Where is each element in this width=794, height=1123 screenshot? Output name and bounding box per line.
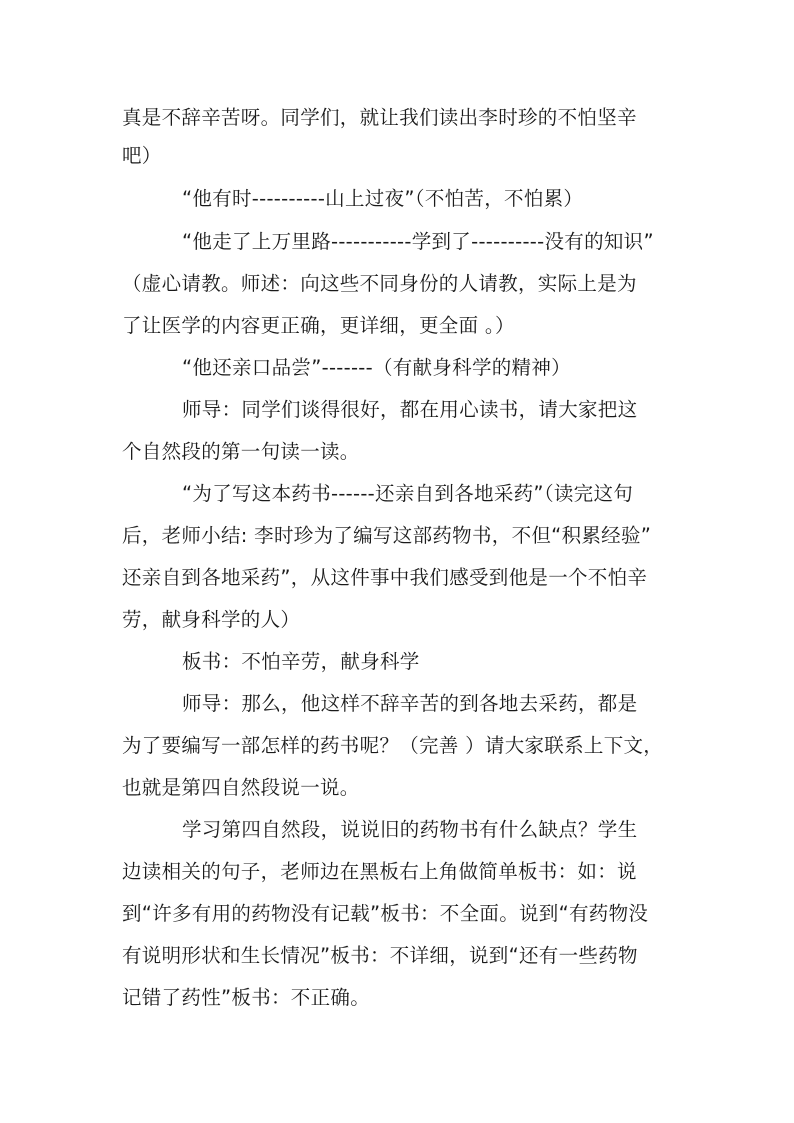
text-line: “他走了上万里路-----------学到了----------没有的知识” [182, 230, 654, 253]
text-line: 师导：同学们谈得很好，都在用心读书，请大家把这 [182, 398, 638, 421]
text-line: 吧） [122, 144, 162, 167]
text-line: 板书：不怕辛劳，献身科学 [182, 650, 420, 673]
text-line: 学习第四自然段，说说旧的药物书有什么缺点？学生 [182, 818, 638, 841]
text-line: （虚心请教。师述：向这些不同身份的人请教，实际上是为 [122, 272, 637, 295]
text-line: “他还亲口品尝”-------（有献身科学的精神） [182, 356, 571, 379]
text-line: 师导：那么，他这样不辞辛苦的到各地去采药，都是 [182, 692, 638, 715]
text-line: 了让医学的内容更正确，更详细，更全面 。） [122, 314, 515, 337]
text-line: 记错了药性”板书：不正确。 [122, 986, 371, 1009]
text-line: 还亲自到各地采药”，从这件事中我们感受到他是一个不怕辛 [122, 566, 648, 589]
text-line: 为了要编写一部怎样的药书呢？（完善 ）请大家联系上下文， [122, 734, 664, 757]
text-line: 个自然段的第一句读一读。 [122, 440, 360, 463]
text-line: “他有时----------山上过夜”（不怕苦，不怕累） [182, 187, 584, 210]
text-line: 到“许多有用的药物没有记载”板书：不全面。说到“有药物没 [122, 902, 649, 925]
text-line: 也就是第四自然段说一说。 [122, 776, 360, 799]
text-line: 后，老师小结: 李时珍为了编写这部药物书，不但“积累经验” [122, 524, 652, 547]
text-line: 劳，献身科学的人） [122, 608, 301, 631]
text-line: “为了写这本药书------还亲自到各地采药”（读完这句 [182, 482, 634, 505]
text-line: 有说明形状和生长情况”板书：不详细，说到“还有一些药物 [122, 944, 638, 967]
text-line: 边读相关的句子，老师边在黑板右上角做简单板书：如：说 [122, 860, 637, 883]
text-line: 真是不辞辛苦呀。同学们，就让我们读出李时珍的不怕坚辛 [122, 106, 637, 129]
